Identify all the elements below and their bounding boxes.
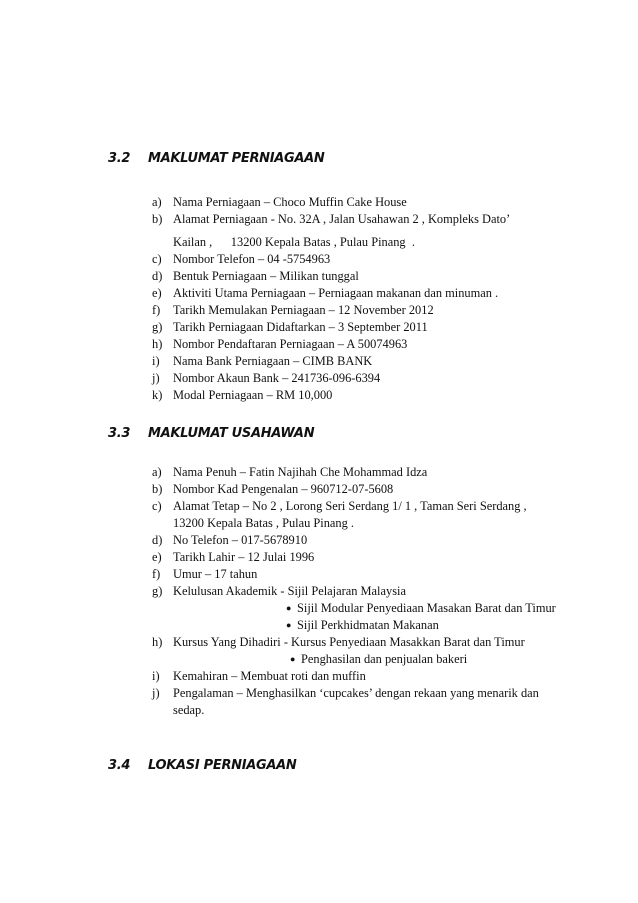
list-item: f) Umur – 17 tahun [152,567,258,581]
list-item: a) Nama Perniagaan – Choco Muffin Cake House [152,195,407,209]
list-item: d) Bentuk Perniagaan – Milikan tunggal [152,269,359,283]
list-item: d) No Telefon – 017-5678910 [152,533,308,547]
bullet-item: ● Sijil Perkhidmatan Makanan [286,618,439,632]
list-item: c) Nombor Telefon – 04 -5754963 [152,252,331,266]
list-item: i) Kemahiran – Membuat roti dan muffin [152,669,366,683]
list-item: k) Modal Perniagaan – RM 10,000 [152,388,333,402]
section-title: MAKLUMAT USAHAWAN [148,426,315,441]
bullet-icon: ● [290,654,296,664]
list-item-continuation: Kailan , 13200 Kepala Batas , Pulau Pinang . [173,235,415,249]
list-item: f) Tarikh Memulakan Perniagaan – 12 November 2012 [152,303,434,317]
list-item: h) Kursus Yang Dihadiri - Kursus Penyediaan Masakkan Barat dan Timur [152,635,525,649]
entrepreneur-info-list [152,464,562,719]
list-item: c) Alamat Tetap – No 2 , Lorong Seri Serdang 1/ 1 , Taman Seri Serdang , [152,499,527,513]
list-item-continuation: sedap. [173,703,205,717]
list-item: e) Tarikh Lahir – 12 Julai 1996 [152,550,315,564]
section-title: MAKLUMAT PERNIAGAAN [148,151,325,166]
bullet-icon: ● [286,620,292,630]
section-number: 3.3 [108,426,131,441]
bullet-item: ● Sijil Modular Penyediaan Masakan Barat dan Timur [286,601,556,615]
section-number: 3.4 [108,758,131,773]
list-item: j) Pengalaman – Menghasilkan ‘cupcakes’ dengan rekaan yang menarik dan [152,686,539,700]
section-heading-business [108,151,325,171]
bullet-icon: ● [286,603,292,613]
section-title: LOKASI PERNIAGAAN [148,758,297,773]
list-item: g) Tarikh Perniagaan Didaftarkan – 3 September 2011 [152,320,428,334]
section-heading-entrepreneur [108,426,314,446]
list-item: b) Nombor Kad Pengenalan – 960712-07-5608 [152,482,394,496]
list-item-continuation: 13200 Kepala Batas , Pulau Pinang . [173,516,355,530]
list-item: e) Aktiviti Utama Perniagaan – Perniagaan makanan dan minuman . [152,286,499,300]
list-item: b) Alamat Perniagaan - No. 32A , Jalan Usahawan 2 , Kompleks Dato’ [152,212,511,226]
business-info-list [152,194,562,404]
list-item: g) Kelulusan Akademik - Sijil Pelajaran Malaysia [152,584,406,598]
list-item: h) Nombor Pendaftaran Perniagaan – A 50074963 [152,337,408,351]
bullet-item: ● Penghasilan dan penjualan bakeri [290,652,468,666]
list-item: i) Nama Bank Perniagaan – CIMB BANK [152,354,373,368]
section-number: 3.2 [108,151,131,166]
section-heading-location [108,758,297,778]
list-item: a) Nama Penuh – Fatin Najihah Che Mohammad Idza [152,465,428,479]
list-item: j) Nombor Akaun Bank – 241736-096-6394 [152,371,381,385]
